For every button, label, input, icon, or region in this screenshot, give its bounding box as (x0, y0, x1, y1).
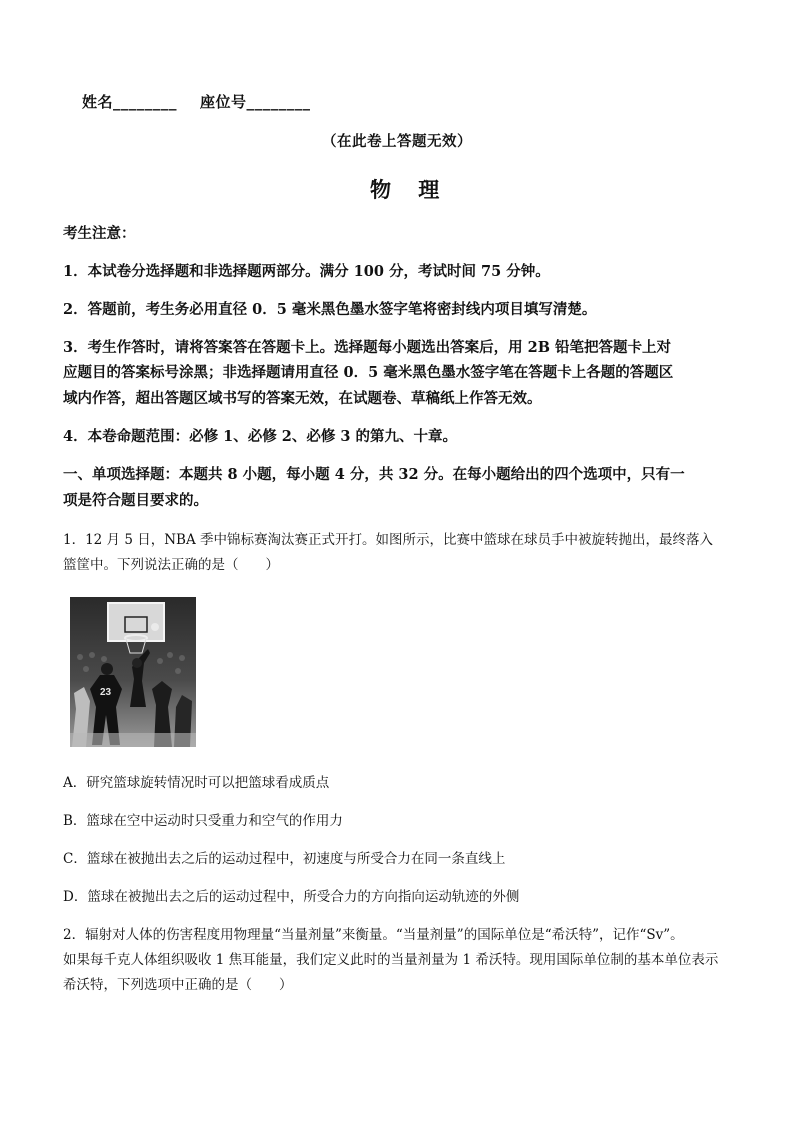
invalid-answer-note: （在此卷上答题无效） (322, 133, 472, 150)
question-2-stem-line-3: 希沃特，下列选项中正确的是（ ） (63, 977, 293, 993)
notice-item-4: 4．本卷命题范围：必修 1、必修 2、必修 3 的第九、十章。 (63, 428, 458, 445)
notice-item-1: 1．本试卷分选择题和非选择题两部分。满分 100 分，考试时间 75 分钟。 (63, 263, 550, 280)
question-1-stem-line-1: 1．12 月 5 日，NBA 季中锦标赛淘汰赛正式开打。如图所示，比赛中篮球在球员手中被旋转抛出，最终落入 (63, 532, 714, 548)
jersey-number: 23 (100, 687, 112, 698)
basketball-photo (70, 597, 196, 747)
notice-item-3-line-1: 3．考生作答时，请将答案答在答题卡上。选择题每小题选出答案后，用 2B 铅笔把答题卡上对 (63, 339, 672, 356)
notice-item-3-line-2: 应题目的答案标号涂黑；非选择题请用直径 0．5 毫米黑色墨水签字笔在答题卡上各题的答题区 (63, 364, 674, 381)
section-heading-line-2: 项是符合题目要求的。 (63, 492, 208, 509)
section-heading-line-1: 一、单项选择题：本题共 8 小题，每小题 4 分，共 32 分。在每小题给出的四个选项中，只有一 (63, 466, 685, 483)
question-1-option-c: C．篮球在被抛出去之后的运动过程中，初速度与所受合力在同一条直线上 (63, 851, 506, 867)
question-2-stem-line-1: 2．辐射对人体的伤害程度用物理量“当量剂量”来衡量。“当量剂量”的国际单位是“希沃特”，记作“Sv”。 (63, 927, 684, 943)
seat-number-field: 座位号________ (200, 93, 311, 111)
question-1-option-b: B．篮球在空中运动时只受重力和空气的作用力 (63, 813, 343, 829)
question-1-option-a: A．研究篮球旋转情况时可以把篮球看成质点 (63, 775, 330, 791)
name-field: 姓名________ (82, 93, 178, 111)
question-1-option-d: D．篮球在被抛出去之后的运动过程中，所受合力的方向指向运动轨迹的外侧 (63, 889, 520, 905)
notice-item-3-line-3: 域内作答，超出答题区域书写的答案无效，在试题卷、草稿纸上作答无效。 (63, 390, 542, 407)
notice-item-2: 2．答题前，考生务必用直径 0．5 毫米黑色墨水签字笔将密封线内项目填写清楚。 (63, 301, 597, 318)
subject-title: 物 理 (370, 177, 450, 202)
question-2-stem-line-2: 如果每千克人体组织吸收 1 焦耳能量，我们定义此时的当量剂量为 1 希沃特。现用国际单位制的基本单位表示 (63, 952, 719, 968)
question-1-stem-line-2: 篮筐中。下列说法正确的是（ ） (63, 557, 279, 573)
notice-heading: 考生注意： (63, 225, 136, 242)
